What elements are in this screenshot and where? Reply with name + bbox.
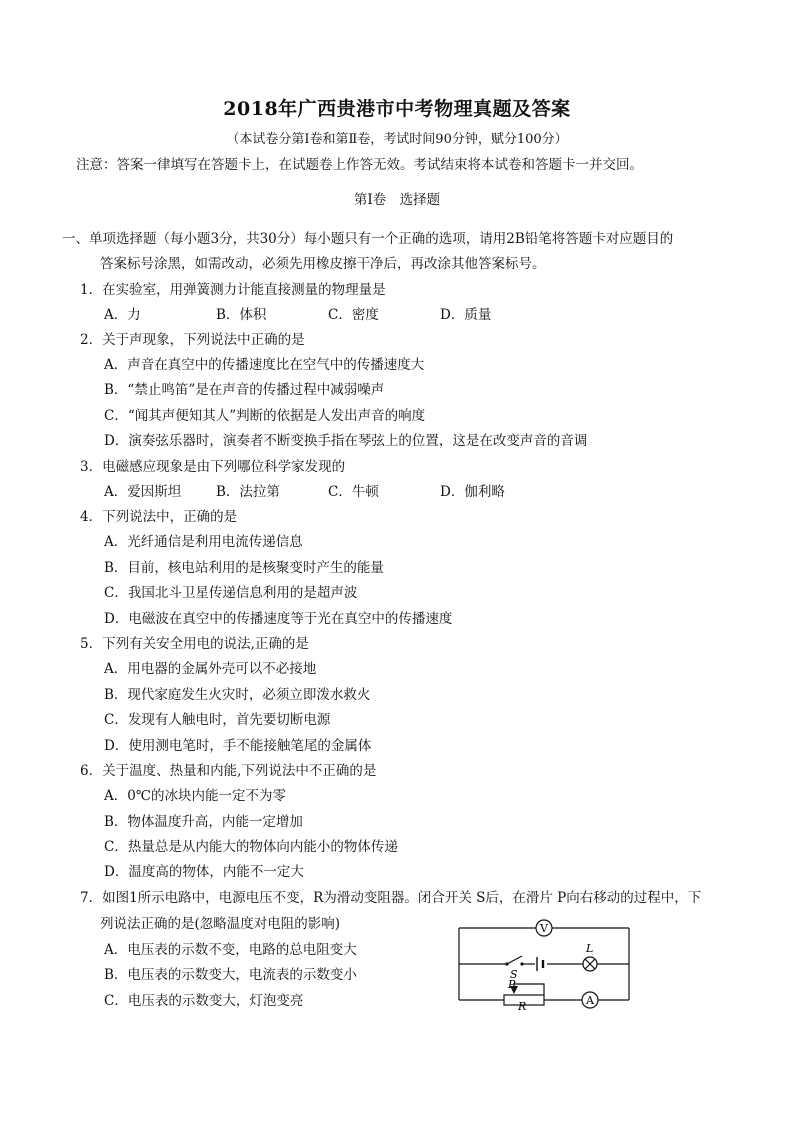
q1-option-a: A．力 (104, 307, 141, 323)
q6-option-c: C．热量总是从内能大的物体向内能小的物体传递 (104, 839, 398, 855)
question-5-stem: 5．下列有关安全用电的说法,正确的是 (80, 636, 309, 652)
q5-option-d: D．使用测电笔时，手不能接触笔尾的金属体 (104, 738, 372, 754)
lamp-icon (583, 957, 597, 971)
q2-option-a: A．声音在真空中的传播速度比在空气中的传播速度大 (104, 357, 425, 373)
ammeter-icon (582, 992, 598, 1008)
q7-option-c: C．电压表的示数变大，灯泡变亮 (104, 993, 304, 1009)
switch-label: S (510, 968, 518, 981)
voltmeter-label: V (540, 922, 548, 935)
q5-option-c: C．发现有人触电时，首先要切断电源 (104, 712, 331, 728)
q5-option-b: B．现代家庭发生火灾时，必须立即泼水救火 (104, 687, 371, 703)
circuit-diagram (452, 916, 642, 1011)
section-heading: 第Ⅰ卷 选择题 (353, 192, 441, 208)
q6-option-d: D．温度高的物体，内能不一定大 (104, 864, 304, 880)
q7-option-b: B．电压表的示数变大，电流表的示数变小 (104, 967, 357, 983)
rheostat-label: R (518, 1000, 527, 1011)
q1-option-b: B．体积 (216, 307, 267, 323)
slider-label: P (508, 978, 516, 991)
question-2-stem: 2．关于声现象，下列说法中正确的是 (80, 332, 305, 348)
q3-option-d: D．伽利略 (440, 484, 505, 500)
q6-option-a: A．0℃的冰块内能一定不为零 (104, 788, 286, 804)
question-1-stem: 1．在实验室，用弹簧测力计能直接测量的物理量是 (80, 282, 386, 298)
q2-option-d: D．演奏弦乐器时，演奏者不断变换手指在琴弦上的位置，这是在改变声音的音调 (104, 433, 588, 449)
question-3-stem: 3．电磁感应现象是由下列哪位科学家发现的 (80, 459, 346, 475)
q1-option-c: C．密度 (328, 307, 379, 323)
q3-option-b: B．法拉第 (216, 484, 280, 500)
question-7-stem-cont: 列说法正确的是(忽略温度对电阻的影响) (100, 916, 341, 932)
exam-notice: 注意：答案一律填写在答题卡上，在试题卷上作答无效。考试结束将本试卷和答题卡一并交回。 (76, 157, 643, 173)
question-3-options (104, 480, 552, 500)
lamp-label: L (586, 942, 594, 955)
q4-option-d: D．电磁波在真空中的传播速度等于光在真空中的传播速度 (104, 611, 453, 627)
q4-option-c: C．我国北斗卫星传递信息利用的是超声波 (104, 585, 358, 601)
q7-option-a: A．电压表的示数不变，电路的总电阻变大 (104, 942, 357, 958)
q6-option-b: B．物体温度升高，内能一定增加 (104, 814, 303, 830)
q3-option-a: A．爱因斯坦 (104, 484, 182, 500)
q1-option-d: D．质量 (440, 307, 492, 323)
q4-option-b: B．目前，核电站利用的是核聚变时产生的能量 (104, 560, 384, 576)
q4-option-a: A．光纤通信是利用电流传递信息 (104, 534, 303, 550)
part-instruction-line1: 一、单项选择题（每小题3分，共30分）每小题只有一个正确的选项，请用2B铅笔将答题卡对应题目的 (62, 231, 674, 247)
question-6-stem: 6．关于温度、热量和内能,下列说法中不正确的是 (80, 763, 377, 779)
part-instruction-line2: 答案标号涂黑，如需改动，必须先用橡皮擦干净后，再改涂其他答案标号。 (100, 256, 546, 272)
q2-option-b: B．“禁止鸣笛”是在声音的传播过程中减弱噪声 (104, 382, 385, 398)
exam-subtitle: （本试卷分第Ⅰ卷和第Ⅱ卷，考试时间90分钟，赋分100分） (226, 132, 568, 147)
q5-option-a: A．用电器的金属外壳可以不必接地 (104, 661, 317, 677)
q2-option-c: C．“闻其声便知其人”判断的依据是人发出声音的响度 (104, 408, 426, 424)
voltmeter-icon (536, 920, 552, 936)
question-1-options (104, 303, 552, 323)
question-4-stem: 4．下列说法中，正确的是 (80, 509, 238, 525)
page-title: 2018年广西贵港市中考物理真题及答案 (223, 98, 571, 120)
ammeter-label: A (586, 994, 594, 1007)
q3-option-c: C．牛顿 (328, 484, 379, 500)
question-7-stem: 7．如图1所示电路中，电源电压不变，R为滑动变阻器。闭合开关 S后，在滑片 P向右移动的过程中，下 (80, 890, 702, 906)
